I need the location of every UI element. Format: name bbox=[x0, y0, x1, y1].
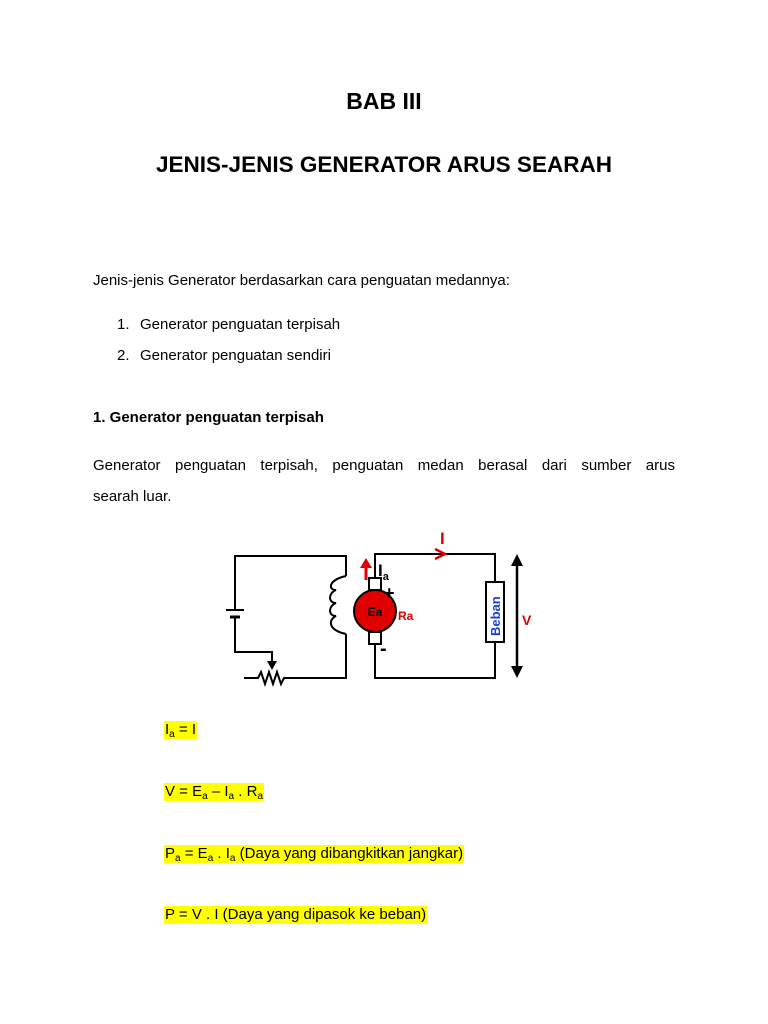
eq-subscript: a bbox=[229, 853, 236, 864]
wire bbox=[375, 642, 495, 678]
resistance-label: Ra bbox=[398, 609, 414, 623]
section-heading: 1. Generator penguatan terpisah bbox=[93, 409, 324, 426]
eq-part: I bbox=[165, 721, 170, 738]
list-text: Generator penguatan terpisah bbox=[140, 316, 341, 333]
circuit-diagram bbox=[220, 528, 550, 688]
equation-armature-current bbox=[164, 721, 197, 739]
label-sub: a bbox=[382, 571, 389, 583]
eq-part: V = E bbox=[165, 783, 203, 800]
plus-sign: + bbox=[384, 583, 395, 603]
equation-terminal-voltage bbox=[164, 783, 264, 801]
chapter-heading: BAB III bbox=[346, 88, 422, 114]
intro-text: Jenis-jenis Generator berdasarkan cara penguatan medannya: bbox=[93, 272, 510, 289]
armature-current-arrowhead-icon bbox=[360, 558, 372, 568]
voltage-arrow-down-icon bbox=[511, 666, 523, 678]
wire bbox=[235, 617, 272, 662]
eq-part: = I bbox=[174, 721, 196, 738]
wire bbox=[235, 556, 346, 610]
eq-subscript: a bbox=[257, 791, 263, 802]
field-coil bbox=[330, 576, 346, 634]
line-current-label: I bbox=[440, 529, 445, 548]
minus-sign: - bbox=[380, 638, 387, 660]
armature-current-label bbox=[378, 561, 390, 583]
eq-subscript: a bbox=[207, 853, 214, 864]
eq-subscript: a bbox=[175, 853, 181, 864]
equation-armature-power bbox=[164, 845, 464, 863]
eq-part: P = V . I (Daya yang dipasok ke beban) bbox=[165, 906, 427, 923]
rheostat-arrow-icon bbox=[267, 661, 277, 670]
emf-label: Ea bbox=[367, 605, 383, 619]
eq-part: P bbox=[165, 845, 176, 862]
paragraph-line: Generator penguatan terpisah, penguatan medan berasal dari sumber arus bbox=[93, 457, 675, 474]
eq-subscript: a bbox=[228, 791, 235, 802]
eq-part: . I bbox=[213, 845, 230, 862]
eq-subscript: a bbox=[202, 791, 208, 802]
eq-part: = E bbox=[180, 845, 208, 862]
page-title: JENIS-JENIS GENERATOR ARUS SEARAH bbox=[156, 152, 612, 177]
list-text: Generator penguatan sendiri bbox=[140, 347, 331, 364]
load-label: Beban bbox=[488, 596, 503, 636]
eq-part: . R bbox=[234, 783, 258, 800]
voltage-label: V bbox=[522, 612, 532, 628]
eq-part: (Daya yang dibangkitkan jangkar) bbox=[235, 845, 464, 862]
eq-subscript: a bbox=[169, 729, 175, 740]
list-item bbox=[117, 347, 331, 364]
voltage-arrow-up-icon bbox=[511, 554, 523, 566]
equation-load-power bbox=[164, 906, 427, 924]
eq-part: – I bbox=[207, 783, 229, 800]
rheostat bbox=[244, 634, 346, 684]
list-number: 2. bbox=[117, 347, 130, 364]
section-paragraph bbox=[93, 450, 675, 512]
paragraph-line: searah luar. bbox=[93, 488, 172, 505]
list-number: 1. bbox=[117, 316, 130, 333]
label-main: I bbox=[378, 561, 383, 580]
list-item bbox=[117, 316, 340, 333]
